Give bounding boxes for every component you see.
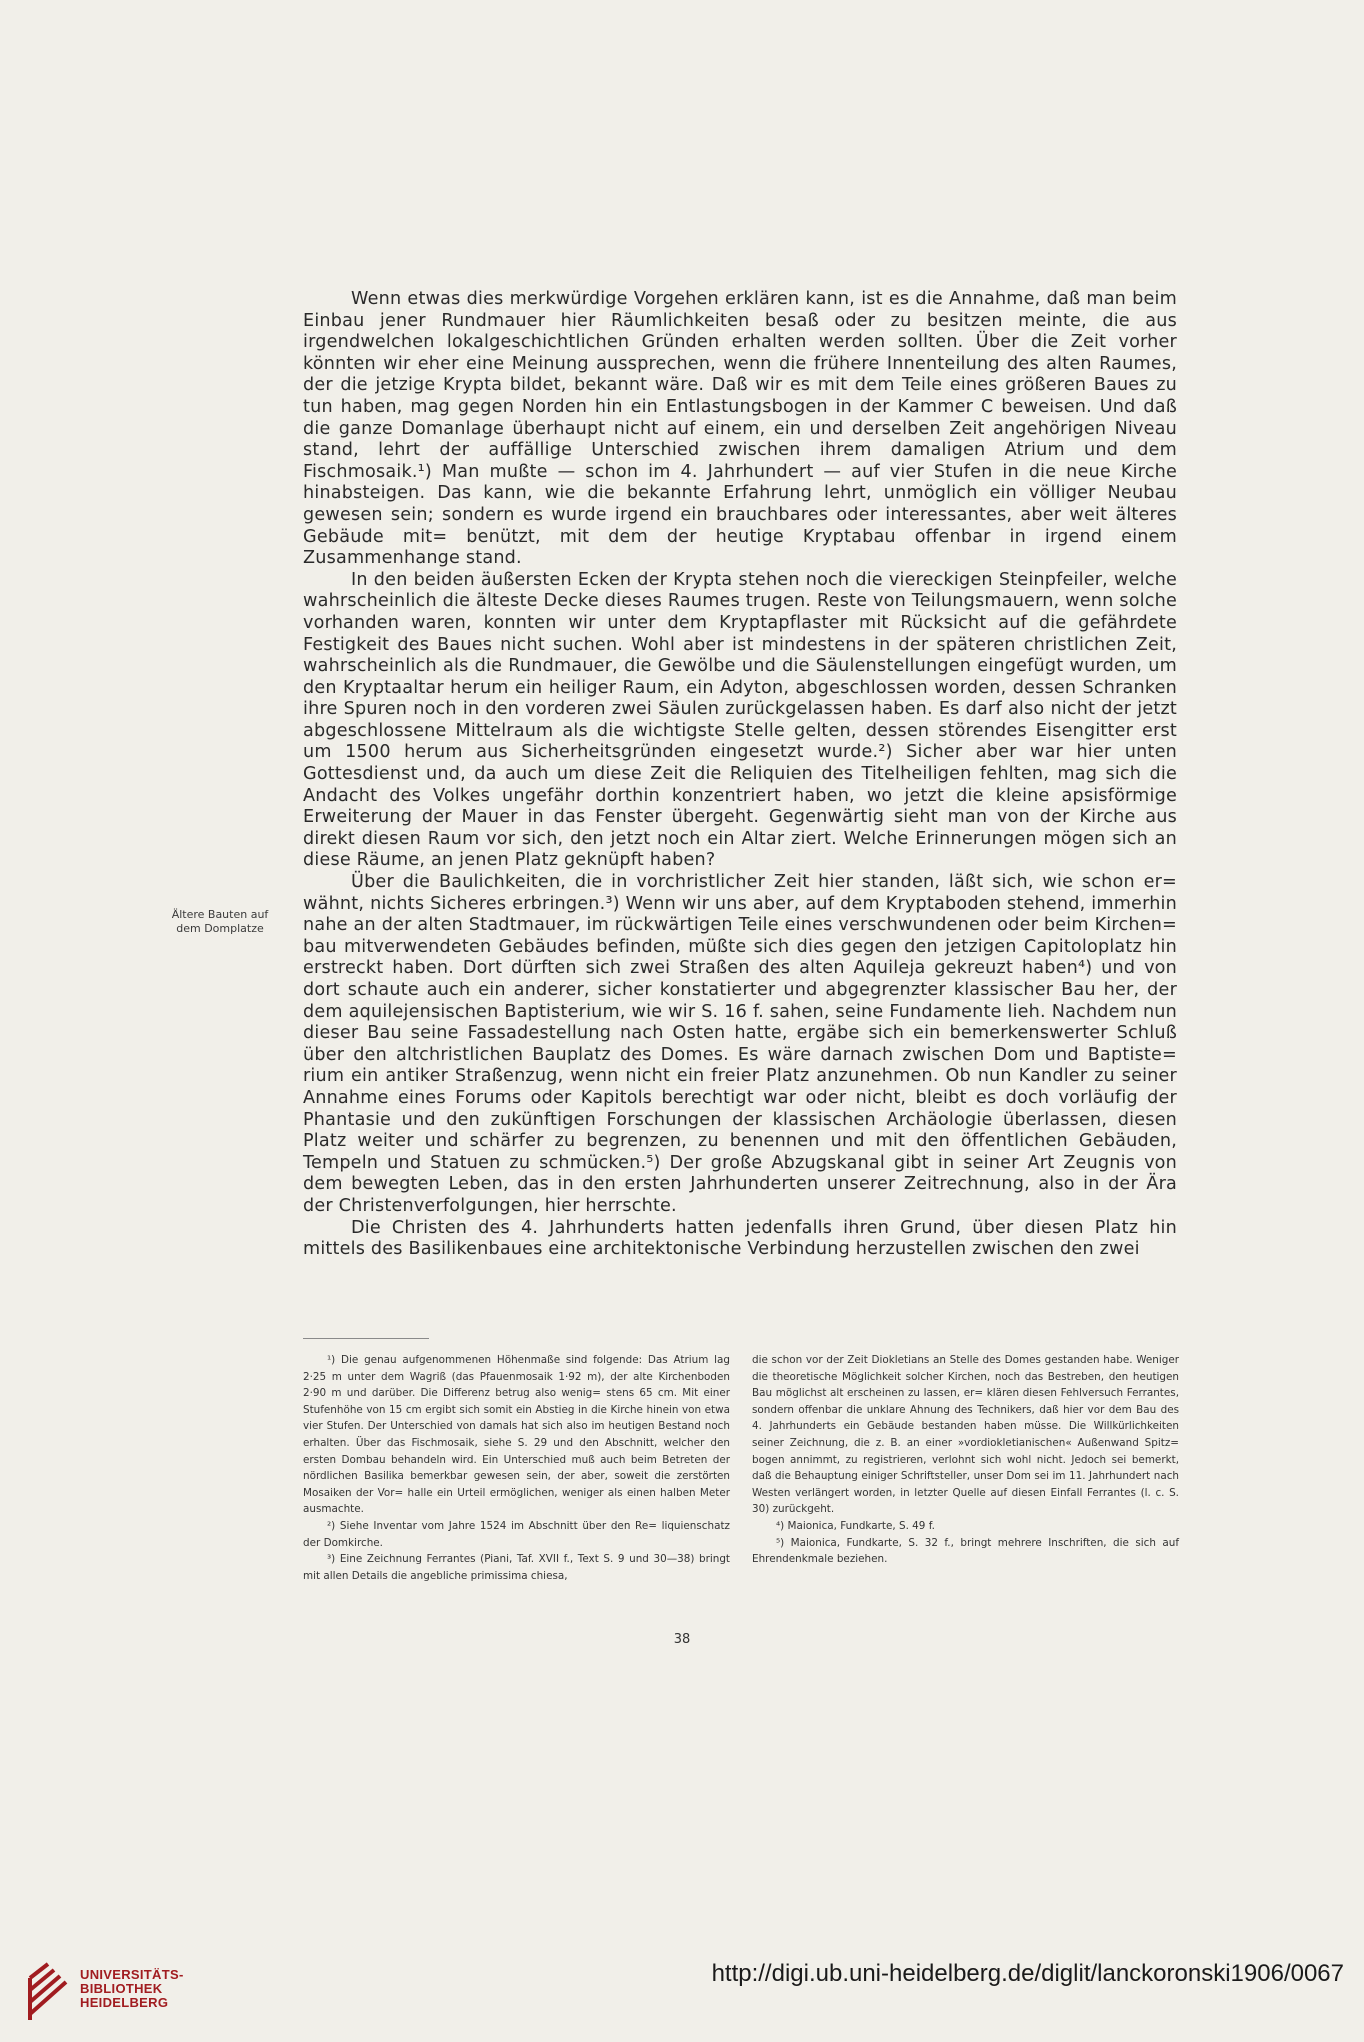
footnotes-right-column (752, 1352, 1179, 1568)
library-name (80, 1968, 184, 2010)
source-url-link[interactable]: http://digi.ub.uni-heidelberg.de/diglit/lanckoronski1906/0067 (711, 1960, 1344, 1987)
library-name-line-2: BIBLIOTHEK (80, 1981, 163, 1996)
footnote-3-continued: die schon vor der Zeit Diokletians an Stelle des Domes gestanden habe. Weniger die theoretische Möglichkeit solcher Kirchen, noch das Bestreben, den heutigen Bau möglichst alt erscheinen zu lassen, er= klären diesen Fehlversuch Ferrantes, sondern offenbar die unklare Ahnung des Technikers, daß hier vor dem Bau des 4. Jahrhunderts ein Gebäude bestanden haben müsse. Die Willkürlichkeiten seiner Zeichnung, die z. B. an einer »vordiokletianischen« Außenwand Spitz= bogen annimmt, zu registrieren, verlohnt sich wohl nicht. Jedoch sei bemerkt, daß die Behauptung einiger Schriftsteller, unser Dom sei im 11. Jahrhundert nach Westen verlängert worden, in letzter Quelle auf diesen Einfall Ferrantes (l. c. S. 30) zurückgeht. (752, 1354, 1179, 1516)
paragraph-2: In den beiden äußersten Ecken der Krypta stehen noch die viereckigen Steinpfeiler, welche wahrscheinlich die älteste Decke dieses Raumes trugen. Reste von Teilungsmauern, wenn solche vorhanden waren, konnten wir unter dem Kryptapflaster mit Rücksicht auf die gefährdete Festigkeit des Baues nicht suchen. Wohl aber ist mindestens in der späteren christlichen Zeit, wahrscheinlich als die Rundmauer, die Gewölbe und die Säulenstellungen eingefügt wurden, um den Kryptaaltar herum ein heiliger Raum, ein Adyton, abgeschlossen worden, dessen Schranken ihre Spuren noch in den vorderen zwei Säulen zurückgelassen haben. Es darf also nicht der jetzt abgeschlossene Mittelraum als die wichtigste Stelle gelten, dessen störendes Eisengitter erst um 1500 herum aus Sicherheitsgründen eingesetzt wurde.²) Sicher aber war hier unten Gottesdienst und, da auch um diese Zeit die Reliquien des Titelheiligen fehlten, mag sich die Andacht des Volkes ungefähr dorthin konzentriert haben, wo jetzt die kleine apsisförmige Erweiterung der Mauer in das Fenster übergeht. Gegenwärtig sieht man von der Kirche aus direkt diesen Raum vor sich, den jetzt noch ein Altar ziert. Welche Erinnerungen mögen sich an diese Räume, an jenen Platz geknüpft haben? (303, 569, 1177, 871)
footnote-4: ⁴) Maionica, Fundkarte, S. 49 f. (776, 1519, 935, 1532)
margin-note (150, 908, 290, 936)
library-name-line-3: HEIDELBERG (80, 1995, 169, 2010)
margin-note-line-2: dem Domplatze (176, 922, 264, 935)
footnote-2: ²) Siehe Inventar vom Jahre 1524 im Abschnitt über den Re= liquienschatz der Domkirche. (303, 1519, 730, 1549)
library-name-line-1: UNIVERSITÄTS- (80, 1967, 184, 1982)
footnotes-left-column (303, 1352, 730, 1584)
paragraph-1: Wenn etwas dies merkwürdige Vorgehen erklären kann, ist es die Annahme, daß man beim Einbau jener Rundmauer hier Räumlichkeiten besaß oder zu besitzen meinte, die aus irgendwelchen lokalgeschichtlichen Gründen erhalten werden sollten. Über die Zeit vorher könnten wir eher eine Meinung aussprechen, wenn die frühere Innenteilung des alten Raumes, der die jetzige Krypta bildet, bekannt wäre. Daß wir es mit dem Teile eines größeren Baues zu tun haben, mag gegen Norden hin ein Entlastungsbogen in der Kammer C beweisen. Und daß die ganze Domanlage überhaupt nicht auf einem, ein und derselben Zeit angehörigen Niveau stand, lehrt der auffällige Unterschied zwischen ihrem damaligen Atrium und dem Fischmosaik.¹) Man mußte — schon im 4. Jahrhundert — auf vier Stufen in die neue Kirche hinabsteigen. Das kann, wie die bekannte Erfahrung lehrt, unmöglich ein völliger Neubau gewesen sein; sondern es wurde irgend ein brauchbares oder interessantes, aber weit älteres Gebäude mit= benützt, mit dem der heutige Kryptabau offenbar in irgend einem Zusammenhange stand. (303, 289, 1177, 569)
footnote-3: ³) Eine Zeichnung Ferrantes (Piani, Taf. XVII f., Text S. 9 und 30—38) bringt mit allen Details die angebliche primissima chiesa, (303, 1553, 730, 1582)
footnote-5: ⁵) Maionica, Fundkarte, S. 32 f., bringt mehrere Inschriften, die sich auf Ehrendenkmale beziehen. (752, 1536, 1179, 1566)
paragraph-3: Über die Baulichkeiten, die in vorchristlicher Zeit hier standen, läßt sich, wie schon er= wähnt, nichts Sicheres erbringen.³) Wenn wir uns aber, auf dem Kryptaboden stehend, immerhin nahe an der alten Stadtmauer, im rückwärtigen Teile eines verschwundenen oder beim Kirchen= bau mitverwendeten Gebäudes befinden, müßte sich dies gegen den jetzigen Capitoloplatz hin erstreckt haben. Dort dürften sich zwei Straßen des alten Aquileja gekreuzt haben⁴) und von dort schaute auch ein anderer, sicher konstatierter und abgegrenzter klassischer Bau her, der dem aquilejensischen Baptisterium, wie wir S. 16 f. sahen, seine Fundamente lieh. Nachdem nun dieser Bau seine Fassadestellung nach Osten hatte, ergäbe sich ein bemerkenswerter Schluß über den altchristlichen Bauplatz des Domes. Es wäre darnach zwischen Dom und Baptiste= rium ein antiker Straßenzug, wenn nicht ein freier Platz anzunehmen. Ob nun Kandler zu seiner Annahme eines Forums oder Kapitols berechtigt war oder nicht, bleibt es doch vorläufig der Phantasie und den zukünftigen Forschungen der klassischen Archäologie überlassen, diesen Platz weiter und schärfer zu begrenzen, zu benennen und mit den öffentlichen Gebäuden, Tempeln und Statuen zu schmücken.⁵) Der große Abzugskanal gibt in seiner Art Zeugnis von dem bewegten Leben, das in den ersten Jahrhunderten unserer Zeitrechnung, also in der Ära der Christenverfolgungen, hier herrschte. (303, 872, 1177, 1216)
footnote-1: ¹) Die genau aufgenommenen Höhenmaße sind folgende: Das Atrium lag 2·25 m unter dem Wagriß (das Pfauenmosaik 1·92 m), der alte Kirchenboden 2·90 m und darüber. Die Differenz betrug also wenig= stens 65 cm. Mit einer Stufenhöhe von 15 cm ergibt sich somit ein Abstieg in die Kirche hinein von etwa vier Stufen. Der Unterschied von damals hat sich also im heutigen Bestand noch erhalten. Über das Fischmosaik, siehe S. 29 und den Abschnitt, welcher den ersten Dombau behandeln wird. Ein Unterschied muß auch beim Betreten der nördlichen Basilika bemerkbar gewesen sein, der aber, soweit die zerstörten Mosaiken der Vor= halle ein Urteil ermöglichen, weniger als einen halben Meter ausmachte. (303, 1354, 730, 1516)
main-text (303, 289, 1177, 1261)
page-number: 38 (673, 1632, 691, 1647)
footer-bar (0, 1946, 1364, 2042)
paragraph-4: Die Christen des 4. Jahrhunderts hatten jedenfalls ihren Grund, über diesen Platz hin mittels des Basilikenbaues eine architektonische Verbindung herzustellen zwischen den zwei (303, 1217, 1177, 1260)
footnote-rule (303, 1338, 429, 1339)
margin-note-line-1: Ältere Bauten auf (171, 908, 269, 921)
ub-heidelberg-logo-icon (24, 1960, 72, 2024)
